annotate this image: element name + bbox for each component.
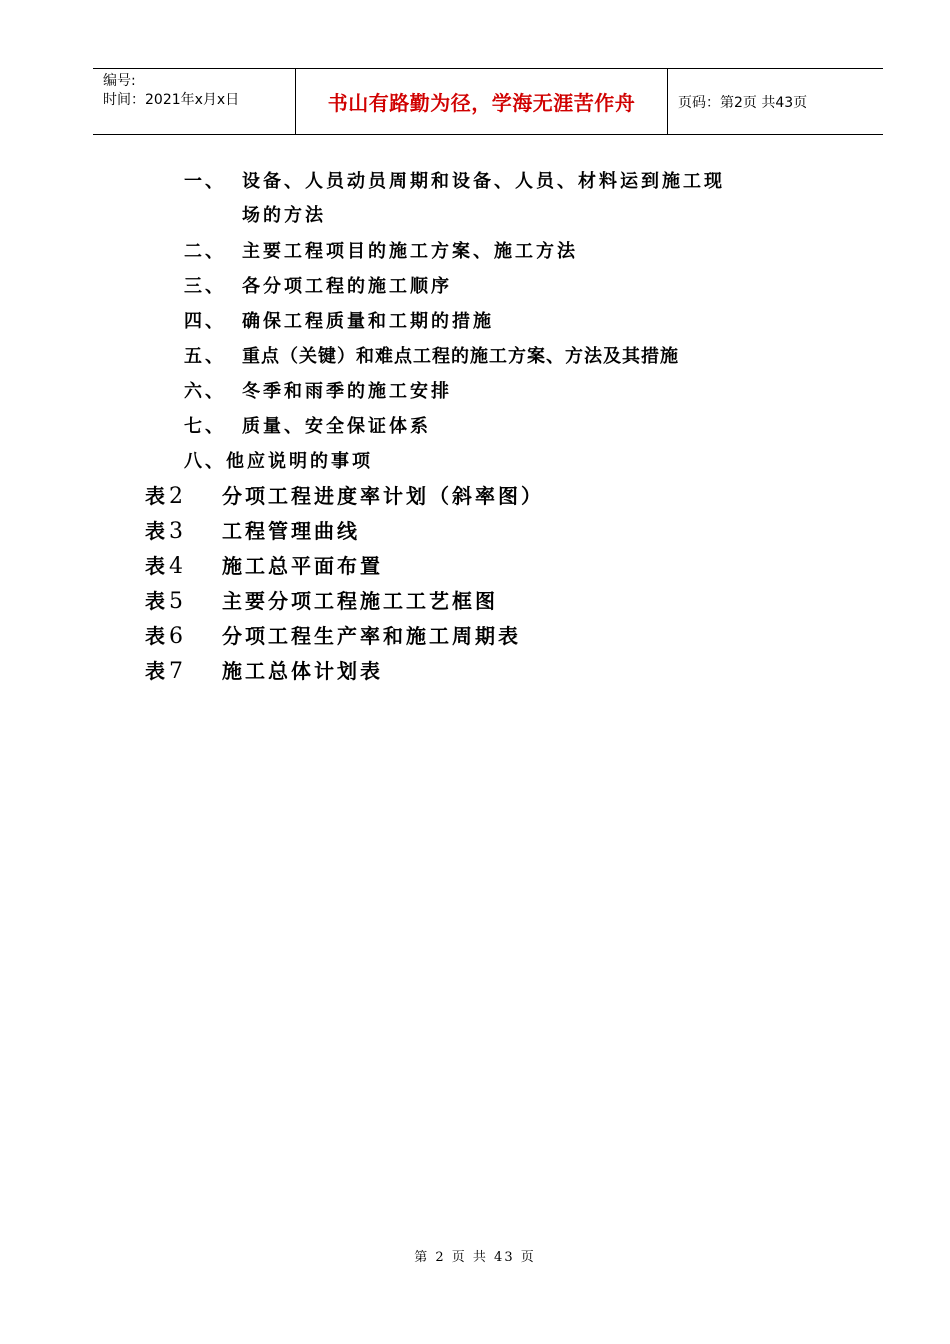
toc-item-number: 二、 [184, 241, 226, 262]
toc-item-number: 六、 [184, 381, 226, 402]
table-list-item [145, 483, 544, 510]
table-number: 7 [169, 659, 183, 684]
document-code-label: 编号: [103, 73, 136, 89]
toc-item-text: 设备、人员动员周期和设备、人员、材料运到施工现 [242, 171, 725, 192]
toc-item [184, 450, 373, 474]
table-list-item [145, 588, 498, 615]
table-prefix: 表 [145, 624, 165, 648]
table-prefix: 表 [145, 519, 165, 543]
table-prefix: 表 [145, 484, 165, 508]
toc-item-text: 主要工程项目的施工方案、施工方法 [242, 241, 578, 262]
toc-item-text: 重点（关键）和难点工程的施工方案、方法及其措施 [242, 346, 679, 367]
toc-item [184, 275, 452, 299]
table-title: 主要分项工程施工工艺框图 [222, 589, 498, 613]
toc-item-text: 各分项工程的施工顺序 [242, 276, 452, 297]
toc-item [184, 170, 725, 194]
page-footer: 第 2 页 共 43 页 [414, 1250, 536, 1265]
table-number: 2 [169, 484, 183, 509]
table-number: 4 [169, 554, 183, 579]
toc-item-number: 四、 [184, 311, 226, 332]
toc-item-text: 质量、安全保证体系 [242, 416, 431, 437]
toc-item-text: 场的方法 [242, 205, 326, 226]
table-list-item [145, 658, 383, 685]
toc-item-text: 他应说明的事项 [226, 451, 373, 472]
table-list-item [145, 553, 383, 580]
document-time-label: 时间：2021年x月x日 [103, 92, 240, 108]
motto-text: 书山有路勤为径，学海无涯苦作舟 [327, 91, 636, 115]
table-prefix: 表 [145, 659, 165, 683]
toc-item-number: 八、 [184, 451, 226, 472]
toc-item [184, 310, 494, 334]
toc-item-number: 七、 [184, 416, 226, 437]
table-number: 5 [169, 589, 183, 614]
table-prefix: 表 [145, 554, 165, 578]
table-number: 6 [169, 624, 183, 649]
toc-item-number: 一、 [184, 171, 226, 192]
table-title: 施工总平面布置 [222, 554, 383, 578]
table-number: 3 [169, 519, 183, 544]
table-title: 工程管理曲线 [222, 519, 360, 543]
toc-item-number: 五、 [184, 346, 226, 367]
toc-item-text: 冬季和雨季的施工安排 [242, 381, 452, 402]
toc-item-number: 三、 [184, 276, 226, 297]
toc-item [184, 345, 679, 369]
table-list-item [145, 623, 521, 650]
table-list-item [145, 518, 360, 545]
table-title: 施工总体计划表 [222, 659, 383, 683]
header-page-number: 页码：第2页 共43页 [678, 94, 808, 111]
table-title: 分项工程生产率和施工周期表 [222, 624, 521, 648]
toc-item [184, 415, 431, 439]
table-title: 分项工程进度率计划（斜率图） [222, 484, 544, 508]
toc-item [184, 380, 452, 404]
toc-item [184, 240, 578, 264]
toc-item-text: 确保工程质量和工期的措施 [242, 311, 494, 332]
table-prefix: 表 [145, 589, 165, 613]
toc-item-continuation [242, 204, 326, 228]
